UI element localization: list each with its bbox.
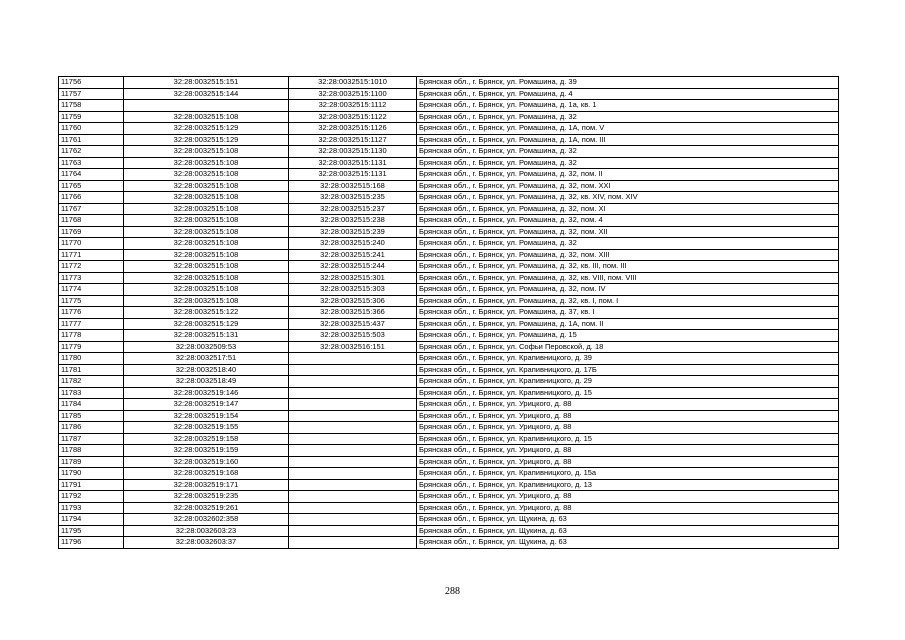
object-cadastral-number-cell: 32:28:0032515:437 — [289, 318, 417, 330]
table-row — [59, 364, 839, 376]
land-cadastral-number-cell: 32:28:0032515:108 — [124, 203, 289, 215]
object-cadastral-number-cell — [289, 491, 417, 503]
table-row — [59, 111, 839, 123]
table-row — [59, 502, 839, 514]
row-number-cell: 11793 — [59, 502, 124, 514]
row-number-cell: 11768 — [59, 215, 124, 227]
land-cadastral-number-cell: 32:28:0032519:261 — [124, 502, 289, 514]
table-row — [59, 238, 839, 250]
land-cadastral-number-cell: 32:28:0032515:151 — [124, 77, 289, 89]
address-cell: Брянская обл., г. Брянск, ул. Ромашина, д. 32, пом. XIII — [417, 249, 839, 261]
object-cadastral-number-cell — [289, 433, 417, 445]
row-number-cell: 11771 — [59, 249, 124, 261]
land-cadastral-number-cell: 32:28:0032515:108 — [124, 169, 289, 181]
table-row — [59, 537, 839, 549]
land-cadastral-number-cell: 32:28:0032515:108 — [124, 111, 289, 123]
object-cadastral-number-cell: 32:28:0032515:235 — [289, 192, 417, 204]
address-cell: Брянская обл., г. Брянск, ул. Крапивницкого, д. 39 — [417, 353, 839, 365]
object-cadastral-number-cell: 32:28:0032515:168 — [289, 180, 417, 192]
table-row — [59, 341, 839, 353]
address-cell: Брянская обл., г. Брянск, ул. Урицкого, д. 88 — [417, 445, 839, 457]
table-row — [59, 123, 839, 135]
address-cell: Брянская обл., г. Брянск, ул. Урицкого, д. 88 — [417, 456, 839, 468]
table-row — [59, 249, 839, 261]
table-row — [59, 353, 839, 365]
object-cadastral-number-cell: 32:28:0032515:1127 — [289, 134, 417, 146]
address-cell: Брянская обл., г. Брянск, ул. Ромашина, д. 32, кв. VIII, пом. VIII — [417, 272, 839, 284]
row-number-cell: 11772 — [59, 261, 124, 273]
object-cadastral-number-cell — [289, 376, 417, 388]
table-row — [59, 387, 839, 399]
address-cell: Брянская обл., г. Брянск, ул. Крапивницкого, д. 15 — [417, 433, 839, 445]
row-number-cell: 11765 — [59, 180, 124, 192]
land-cadastral-number-cell: 32:28:0032518:49 — [124, 376, 289, 388]
table-row — [59, 445, 839, 457]
object-cadastral-number-cell: 32:28:0032515:1130 — [289, 146, 417, 158]
land-cadastral-number-cell: 32:28:0032515:129 — [124, 318, 289, 330]
row-number-cell: 11758 — [59, 100, 124, 112]
object-cadastral-number-cell: 32:28:0032516:151 — [289, 341, 417, 353]
address-cell: Брянская обл., г. Брянск, ул. Ромашина, д. 32 — [417, 157, 839, 169]
table-row — [59, 433, 839, 445]
land-cadastral-number-cell: 32:28:0032602:358 — [124, 514, 289, 526]
row-number-cell: 11790 — [59, 468, 124, 480]
address-cell: Брянская обл., г. Брянск, ул. Ромашина, д. 32, кв. I, пом. I — [417, 295, 839, 307]
land-cadastral-number-cell: 32:28:0032515:122 — [124, 307, 289, 319]
object-cadastral-number-cell: 32:28:0032515:238 — [289, 215, 417, 227]
row-number-cell: 11774 — [59, 284, 124, 296]
row-number-cell: 11787 — [59, 433, 124, 445]
land-cadastral-number-cell: 32:28:0032515:108 — [124, 192, 289, 204]
address-cell: Брянская обл., г. Брянск, ул. Ромашина, д. 1а, кв. 1 — [417, 100, 839, 112]
table-row — [59, 307, 839, 319]
row-number-cell: 11788 — [59, 445, 124, 457]
table-row — [59, 422, 839, 434]
land-cadastral-number-cell — [124, 100, 289, 112]
land-cadastral-number-cell: 32:28:0032603:37 — [124, 537, 289, 549]
address-cell: Брянская обл., г. Брянск, ул. Ромашина, д. 32 — [417, 238, 839, 250]
table-row — [59, 318, 839, 330]
land-cadastral-number-cell: 32:28:0032515:129 — [124, 134, 289, 146]
row-number-cell: 11759 — [59, 111, 124, 123]
object-cadastral-number-cell — [289, 525, 417, 537]
object-cadastral-number-cell: 32:28:0032515:237 — [289, 203, 417, 215]
row-number-cell: 11762 — [59, 146, 124, 158]
object-cadastral-number-cell: 32:28:0032515:240 — [289, 238, 417, 250]
table-row — [59, 456, 839, 468]
object-cadastral-number-cell: 32:28:0032515:239 — [289, 226, 417, 238]
address-cell: Брянская обл., г. Брянск, ул. Ромашина, д. 15 — [417, 330, 839, 342]
land-cadastral-number-cell: 32:28:0032515:108 — [124, 180, 289, 192]
table-row — [59, 203, 839, 215]
table-row — [59, 468, 839, 480]
row-number-cell: 11763 — [59, 157, 124, 169]
table-row — [59, 134, 839, 146]
table-row — [59, 479, 839, 491]
land-cadastral-number-cell: 32:28:0032517:51 — [124, 353, 289, 365]
row-number-cell: 11760 — [59, 123, 124, 135]
row-number-cell: 11775 — [59, 295, 124, 307]
row-number-cell: 11770 — [59, 238, 124, 250]
row-number-cell: 11789 — [59, 456, 124, 468]
table-row — [59, 295, 839, 307]
object-cadastral-number-cell: 32:28:0032515:1131 — [289, 169, 417, 181]
row-number-cell: 11781 — [59, 364, 124, 376]
table-row — [59, 88, 839, 100]
table-row — [59, 284, 839, 296]
row-number-cell: 11792 — [59, 491, 124, 503]
address-cell: Брянская обл., г. Брянск, ул. Крапивницкого, д. 29 — [417, 376, 839, 388]
row-number-cell: 11757 — [59, 88, 124, 100]
address-cell: Брянская обл., г. Брянск, ул. Крапивницкого, д. 15 — [417, 387, 839, 399]
address-cell: Брянская обл., г. Брянск, ул. Ромашина, д. 1А, пом. II — [417, 318, 839, 330]
address-cell: Брянская обл., г. Брянск, ул. Ромашина, д. 32, пом. II — [417, 169, 839, 181]
object-cadastral-number-cell: 32:28:0032515:301 — [289, 272, 417, 284]
object-cadastral-number-cell: 32:28:0032515:1112 — [289, 100, 417, 112]
land-cadastral-number-cell: 32:28:0032519:158 — [124, 433, 289, 445]
table-row — [59, 376, 839, 388]
address-cell: Брянская обл., г. Брянск, ул. Ромашина, д. 4 — [417, 88, 839, 100]
land-cadastral-number-cell: 32:28:0032515:108 — [124, 284, 289, 296]
row-number-cell: 11773 — [59, 272, 124, 284]
table-row — [59, 525, 839, 537]
land-cadastral-number-cell: 32:28:0032515:108 — [124, 226, 289, 238]
land-cadastral-number-cell: 32:28:0032519:155 — [124, 422, 289, 434]
address-cell: Брянская обл., г. Брянск, ул. Ромашина, д. 32, пом. 4 — [417, 215, 839, 227]
land-cadastral-number-cell: 32:28:0032519:168 — [124, 468, 289, 480]
land-cadastral-number-cell: 32:28:0032519:171 — [124, 479, 289, 491]
land-cadastral-number-cell: 32:28:0032519:160 — [124, 456, 289, 468]
table-row — [59, 192, 839, 204]
address-cell: Брянская обл., г. Брянск, ул. Ромашина, д. 32 — [417, 146, 839, 158]
land-cadastral-number-cell: 32:28:0032519:146 — [124, 387, 289, 399]
land-cadastral-number-cell: 32:28:0032603:23 — [124, 525, 289, 537]
row-number-cell: 11796 — [59, 537, 124, 549]
object-cadastral-number-cell: 32:28:0032515:306 — [289, 295, 417, 307]
land-cadastral-number-cell: 32:28:0032515:108 — [124, 215, 289, 227]
page-number: 288 — [445, 586, 460, 597]
land-cadastral-number-cell: 32:28:0032515:108 — [124, 146, 289, 158]
land-cadastral-number-cell: 32:28:0032519:159 — [124, 445, 289, 457]
address-cell: Брянская обл., г. Брянск, ул. Крапивницкого, д. 15а — [417, 468, 839, 480]
object-cadastral-number-cell: 32:28:0032515:503 — [289, 330, 417, 342]
row-number-cell: 11769 — [59, 226, 124, 238]
address-cell: Брянская обл., г. Брянск, ул. Софьи Перовской, д. 18 — [417, 341, 839, 353]
table-row — [59, 491, 839, 503]
table-row — [59, 100, 839, 112]
row-number-cell: 11783 — [59, 387, 124, 399]
object-cadastral-number-cell: 32:28:0032515:303 — [289, 284, 417, 296]
object-cadastral-number-cell — [289, 537, 417, 549]
object-cadastral-number-cell — [289, 479, 417, 491]
row-number-cell: 11779 — [59, 341, 124, 353]
land-cadastral-number-cell: 32:28:0032515:108 — [124, 295, 289, 307]
land-cadastral-number-cell: 32:28:0032519:154 — [124, 410, 289, 422]
object-cadastral-number-cell: 32:28:0032515:1100 — [289, 88, 417, 100]
land-cadastral-number-cell: 32:28:0032519:147 — [124, 399, 289, 411]
land-cadastral-number-cell: 32:28:0032515:131 — [124, 330, 289, 342]
row-number-cell: 11778 — [59, 330, 124, 342]
object-cadastral-number-cell — [289, 387, 417, 399]
address-cell: Брянская обл., г. Брянск, ул. Урицкого, д. 88 — [417, 491, 839, 503]
row-number-cell: 11767 — [59, 203, 124, 215]
land-cadastral-number-cell: 32:28:0032519:235 — [124, 491, 289, 503]
row-number-cell: 11785 — [59, 410, 124, 422]
address-cell: Брянская обл., г. Брянск, ул. Ромашина, д. 32 — [417, 111, 839, 123]
address-cell: Брянская обл., г. Брянск, ул. Щукина, д. 63 — [417, 514, 839, 526]
table-row — [59, 330, 839, 342]
land-cadastral-number-cell: 32:28:0032515:108 — [124, 157, 289, 169]
row-number-cell: 11761 — [59, 134, 124, 146]
address-cell: Брянская обл., г. Брянск, ул. Щукина, д. 63 — [417, 537, 839, 549]
address-cell: Брянская обл., г. Брянск, ул. Урицкого, д. 88 — [417, 502, 839, 514]
land-cadastral-number-cell: 32:28:0032515:108 — [124, 249, 289, 261]
table-row — [59, 180, 839, 192]
address-cell: Брянская обл., г. Брянск, ул. Урицкого, д. 88 — [417, 410, 839, 422]
table-row — [59, 169, 839, 181]
table-row — [59, 215, 839, 227]
land-cadastral-number-cell: 32:28:0032515:108 — [124, 238, 289, 250]
address-cell: Брянская обл., г. Брянск, ул. Щукина, д. 63 — [417, 525, 839, 537]
object-cadastral-number-cell: 32:28:0032515:366 — [289, 307, 417, 319]
object-cadastral-number-cell — [289, 456, 417, 468]
land-cadastral-number-cell: 32:28:0032515:108 — [124, 261, 289, 273]
object-cadastral-number-cell: 32:28:0032515:244 — [289, 261, 417, 273]
cadastral-table-body — [59, 77, 839, 549]
land-cadastral-number-cell: 32:28:0032518:40 — [124, 364, 289, 376]
address-cell: Брянская обл., г. Брянск, ул. Ромашина, д. 32, пом. IV — [417, 284, 839, 296]
address-cell: Брянская обл., г. Брянск, ул. Ромашина, д. 32, кв. XIV, пом. XIV — [417, 192, 839, 204]
row-number-cell: 11794 — [59, 514, 124, 526]
land-cadastral-number-cell: 32:28:0032515:108 — [124, 272, 289, 284]
row-number-cell: 11795 — [59, 525, 124, 537]
address-cell: Брянская обл., г. Брянск, ул. Ромашина, д. 32, пом. XII — [417, 226, 839, 238]
table-row — [59, 261, 839, 273]
table-row — [59, 226, 839, 238]
land-cadastral-number-cell: 32:28:0032515:144 — [124, 88, 289, 100]
table-row — [59, 157, 839, 169]
object-cadastral-number-cell — [289, 445, 417, 457]
row-number-cell: 11777 — [59, 318, 124, 330]
object-cadastral-number-cell — [289, 410, 417, 422]
object-cadastral-number-cell — [289, 399, 417, 411]
address-cell: Брянская обл., г. Брянск, ул. Ромашина, д. 32, пом. XI — [417, 203, 839, 215]
address-cell: Брянская обл., г. Брянск, ул. Ромашина, д. 1А, пом. V — [417, 123, 839, 135]
row-number-cell: 11766 — [59, 192, 124, 204]
object-cadastral-number-cell — [289, 422, 417, 434]
table-row — [59, 514, 839, 526]
object-cadastral-number-cell: 32:28:0032515:1126 — [289, 123, 417, 135]
address-cell: Брянская обл., г. Брянск, ул. Крапивницкого, д. 13 — [417, 479, 839, 491]
table-row — [59, 77, 839, 89]
object-cadastral-number-cell — [289, 364, 417, 376]
address-cell: Брянская обл., г. Брянск, ул. Ромашина, д. 37, кв. I — [417, 307, 839, 319]
object-cadastral-number-cell — [289, 514, 417, 526]
address-cell: Брянская обл., г. Брянск, ул. Ромашина, д. 32, пом. XXI — [417, 180, 839, 192]
row-number-cell: 11764 — [59, 169, 124, 181]
address-cell: Брянская обл., г. Брянск, ул. Ромашина, д. 39 — [417, 77, 839, 89]
table-row — [59, 146, 839, 158]
row-number-cell: 11784 — [59, 399, 124, 411]
address-cell: Брянская обл., г. Брянск, ул. Урицкого, д. 88 — [417, 422, 839, 434]
address-cell: Брянская обл., г. Брянск, ул. Урицкого, д. 88 — [417, 399, 839, 411]
cadastral-table — [58, 76, 839, 549]
row-number-cell: 11780 — [59, 353, 124, 365]
address-cell: Брянская обл., г. Брянск, ул. Ромашина, д. 32, кв. III, пом. III — [417, 261, 839, 273]
row-number-cell: 11786 — [59, 422, 124, 434]
object-cadastral-number-cell: 32:28:0032515:1010 — [289, 77, 417, 89]
object-cadastral-number-cell — [289, 468, 417, 480]
land-cadastral-number-cell: 32:28:0032509:53 — [124, 341, 289, 353]
table-row — [59, 399, 839, 411]
row-number-cell: 11776 — [59, 307, 124, 319]
row-number-cell: 11791 — [59, 479, 124, 491]
object-cadastral-number-cell: 32:28:0032515:1122 — [289, 111, 417, 123]
object-cadastral-number-cell — [289, 502, 417, 514]
land-cadastral-number-cell: 32:28:0032515:129 — [124, 123, 289, 135]
object-cadastral-number-cell — [289, 353, 417, 365]
address-cell: Брянская обл., г. Брянск, ул. Крапивницкого, д. 17Б — [417, 364, 839, 376]
object-cadastral-number-cell: 32:28:0032515:241 — [289, 249, 417, 261]
row-number-cell: 11756 — [59, 77, 124, 89]
table-row — [59, 272, 839, 284]
table-row — [59, 410, 839, 422]
address-cell: Брянская обл., г. Брянск, ул. Ромашина, д. 1А, пом. III — [417, 134, 839, 146]
object-cadastral-number-cell: 32:28:0032515:1131 — [289, 157, 417, 169]
row-number-cell: 11782 — [59, 376, 124, 388]
